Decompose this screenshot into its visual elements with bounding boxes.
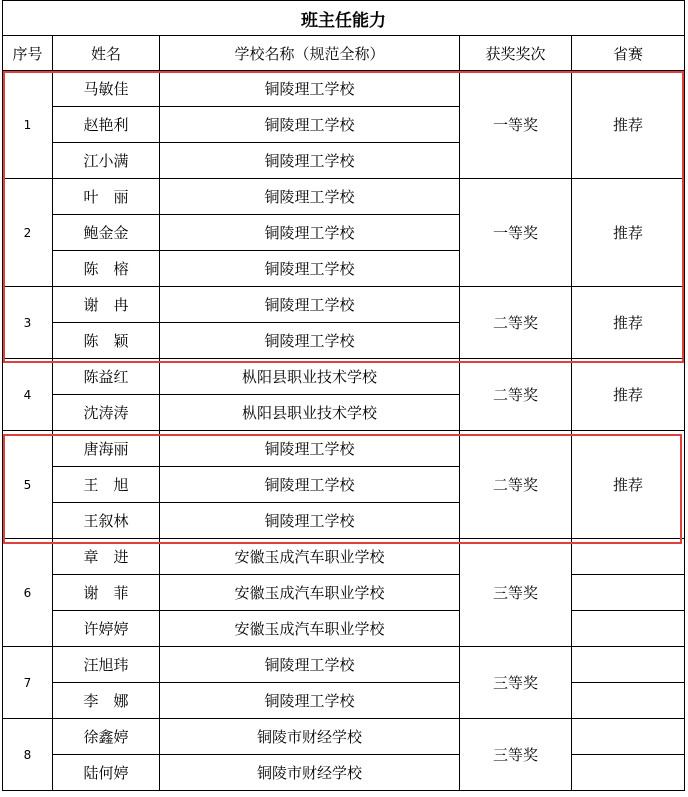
table-body (3, 71, 685, 791)
cell-index: 7 (3, 647, 53, 719)
cell-name: 叶 丽 (53, 179, 160, 215)
table-row (3, 647, 685, 683)
cell-school: 枞阳县职业技术学校 (160, 359, 460, 395)
cell-name: 章 进 (53, 539, 160, 575)
cell-province: 推荐 (572, 431, 685, 539)
cell-index: 1 (3, 71, 53, 179)
cell-province-empty (572, 755, 685, 791)
cell-name: 谢 冉 (53, 287, 160, 323)
cell-award: 三等奖 (460, 539, 572, 647)
header-school: 学校名称（规范全称） (160, 36, 460, 71)
cell-school: 铜陵理工学校 (160, 71, 460, 107)
table-row (3, 683, 685, 719)
cell-name: 许婷婷 (53, 611, 160, 647)
cell-award: 三等奖 (460, 719, 572, 791)
cell-name: 马敏佳 (53, 71, 160, 107)
table-row (3, 611, 685, 647)
cell-province: 推荐 (572, 179, 685, 287)
cell-index: 8 (3, 719, 53, 791)
cell-school: 铜陵理工学校 (160, 107, 460, 143)
cell-index: 4 (3, 359, 53, 431)
header-index: 序号 (3, 36, 53, 71)
cell-school: 铜陵市财经学校 (160, 719, 460, 755)
cell-province: 推荐 (572, 287, 685, 359)
cell-award: 二等奖 (460, 287, 572, 359)
cell-name: 陈益红 (53, 359, 160, 395)
cell-name: 李 娜 (53, 683, 160, 719)
cell-province-empty (572, 647, 685, 683)
table-row (3, 71, 685, 107)
cell-name: 谢 菲 (53, 575, 160, 611)
cell-school: 铜陵市财经学校 (160, 755, 460, 791)
cell-name: 王叙林 (53, 503, 160, 539)
cell-province-empty (572, 575, 685, 611)
cell-school: 铜陵理工学校 (160, 503, 460, 539)
cell-name: 徐鑫婷 (53, 719, 160, 755)
cell-school: 铜陵理工学校 (160, 683, 460, 719)
cell-name: 鲍金金 (53, 215, 160, 251)
cell-province: 推荐 (572, 71, 685, 179)
cell-school: 铜陵理工学校 (160, 251, 460, 287)
table-title: 班主任能力 (3, 1, 685, 36)
cell-award: 三等奖 (460, 647, 572, 719)
table-row (3, 431, 685, 467)
table-row (3, 179, 685, 215)
cell-name: 江小满 (53, 143, 160, 179)
award-table (2, 0, 685, 791)
header-name: 姓名 (53, 36, 160, 71)
cell-school: 铜陵理工学校 (160, 143, 460, 179)
cell-index: 6 (3, 539, 53, 647)
table-row (3, 755, 685, 791)
cell-award: 一等奖 (460, 179, 572, 287)
cell-index: 3 (3, 287, 53, 359)
cell-name: 沈涛涛 (53, 395, 160, 431)
cell-award: 一等奖 (460, 71, 572, 179)
cell-school: 铜陵理工学校 (160, 287, 460, 323)
table-row (3, 359, 685, 395)
cell-province-empty (572, 683, 685, 719)
table-row (3, 539, 685, 575)
cell-province: 推荐 (572, 359, 685, 431)
cell-province-empty (572, 719, 685, 755)
table-row (3, 287, 685, 323)
header-province: 省赛 (572, 36, 685, 71)
cell-name: 陈 榕 (53, 251, 160, 287)
cell-school: 铜陵理工学校 (160, 215, 460, 251)
cell-name: 赵艳利 (53, 107, 160, 143)
cell-school: 铜陵理工学校 (160, 323, 460, 359)
cell-province-empty (572, 611, 685, 647)
cell-name: 唐海丽 (53, 431, 160, 467)
cell-name: 陈 颖 (53, 323, 160, 359)
cell-name: 汪旭玮 (53, 647, 160, 683)
cell-name: 陆何婷 (53, 755, 160, 791)
header-award: 获奖奖次 (460, 36, 572, 71)
cell-school: 铜陵理工学校 (160, 647, 460, 683)
cell-index: 2 (3, 179, 53, 287)
cell-school: 铜陵理工学校 (160, 431, 460, 467)
cell-award: 二等奖 (460, 359, 572, 431)
cell-school: 安徽玉成汽车职业学校 (160, 539, 460, 575)
cell-index: 5 (3, 431, 53, 539)
cell-school: 安徽玉成汽车职业学校 (160, 575, 460, 611)
cell-name: 王 旭 (53, 467, 160, 503)
cell-province-empty (572, 539, 685, 575)
cell-school: 安徽玉成汽车职业学校 (160, 611, 460, 647)
table-row (3, 575, 685, 611)
cell-school: 枞阳县职业技术学校 (160, 395, 460, 431)
table-row (3, 719, 685, 755)
cell-award: 二等奖 (460, 431, 572, 539)
cell-school: 铜陵理工学校 (160, 179, 460, 215)
cell-school: 铜陵理工学校 (160, 467, 460, 503)
